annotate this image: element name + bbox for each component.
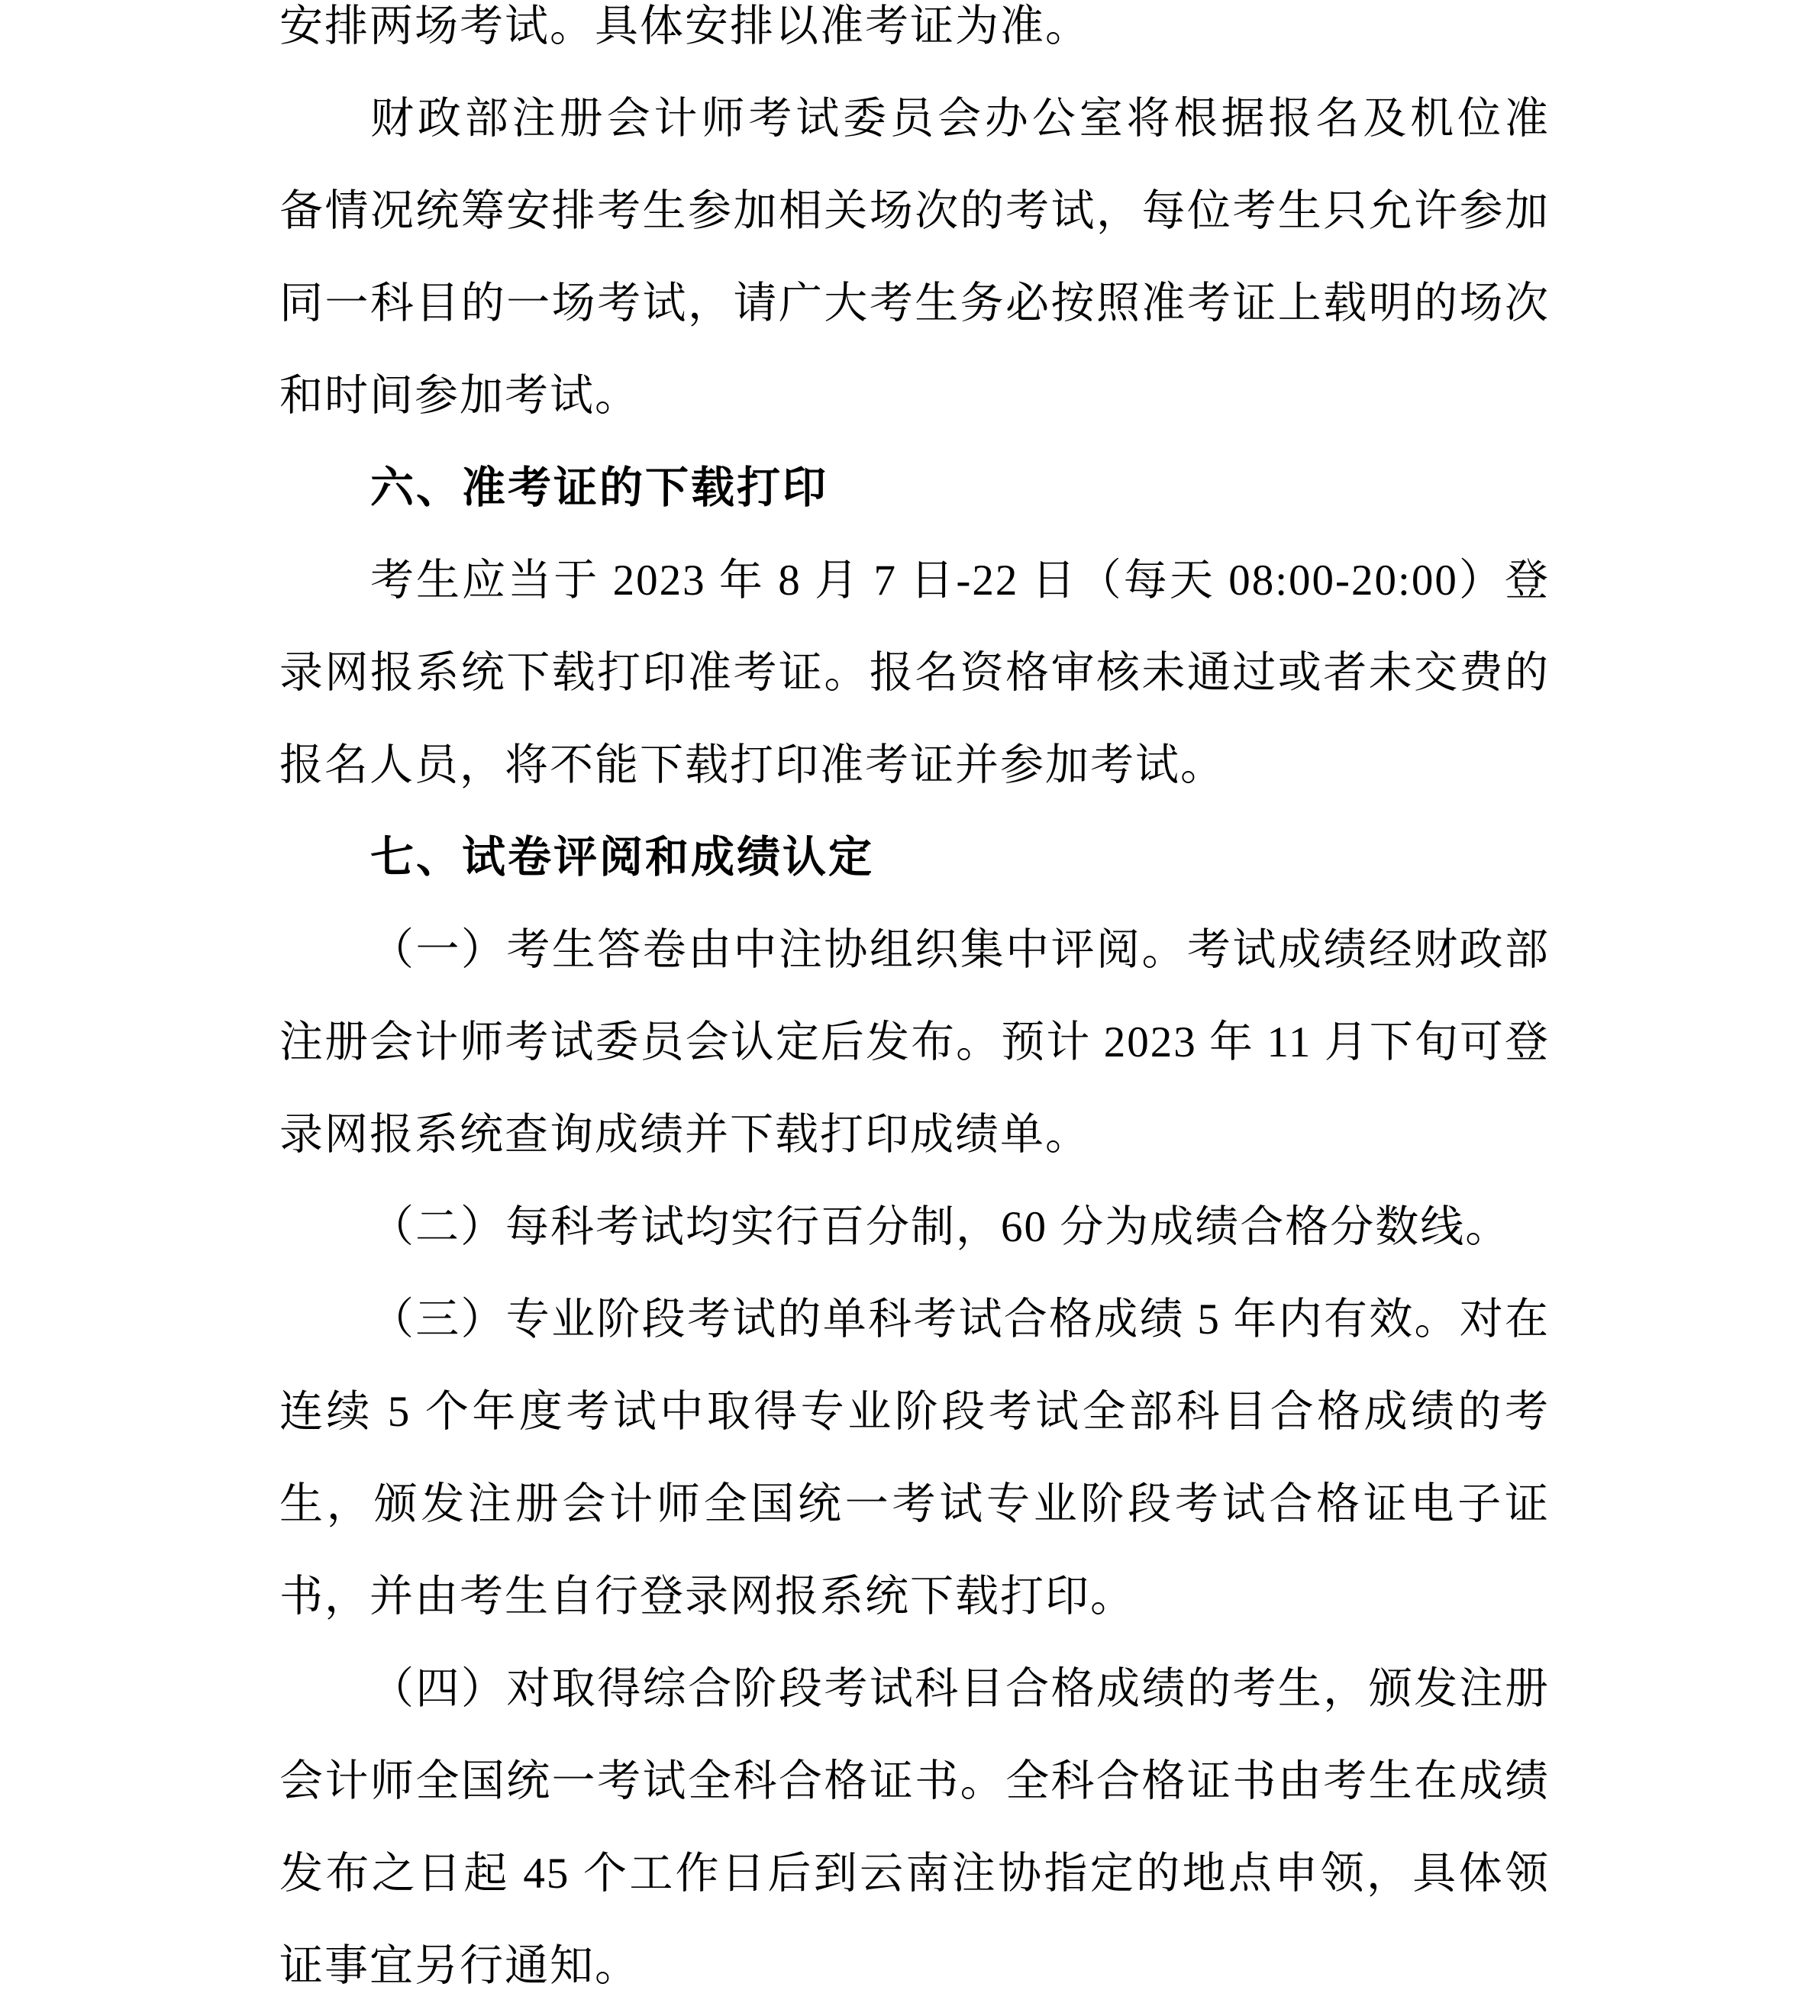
text-line: 考生应当于 2023 年 8 月 7 日-22 日（每天 08:00-20:00）登 — [370, 556, 1550, 605]
text-line: 安排两场考试。具体安排以准考证为准。 — [279, 2, 1090, 50]
text-line: （三）专业阶段考试的单科考试合格成绩 5 年内有效。对在 — [370, 1295, 1550, 1343]
text-line: 备情况统筹安排考生参加相关场次的考试，每位考生只允许参加 — [279, 187, 1550, 235]
text-line: 和时间参加考试。 — [279, 372, 640, 420]
text-line: 证事宜另行通知。 — [279, 1942, 640, 1990]
text-line: 录网报系统查询成绩并下载打印成绩单。 — [279, 1111, 1090, 1159]
text-line: 生，颁发注册会计师全国统一考试专业阶段考试合格证电子证 — [279, 1480, 1550, 1528]
section-heading-7: 七、试卷评阅和成绩认定 — [370, 833, 874, 882]
section-heading-6: 六、准考证的下载打印 — [370, 463, 828, 512]
text-line: 连续 5 个年度考试中取得专业阶段考试全部科目合格成绩的考 — [279, 1388, 1550, 1436]
text-line: 财政部注册会计师考试委员会办公室将根据报名及机位准 — [370, 95, 1550, 143]
text-line: （四）对取得综合阶段考试科目合格成绩的考生，颁发注册 — [370, 1665, 1550, 1713]
document-text-block — [279, 0, 1550, 2012]
text-line: 书，并由考生自行登录网报系统下载打印。 — [279, 1572, 1135, 1621]
text-line: 录网报系统下载打印准考证。报名资格审核未通过或者未交费的 — [279, 649, 1550, 697]
text-line: （二）每科考试均实行百分制，60 分为成绩合格分数线。 — [370, 1203, 1511, 1251]
text-line: 报名人员，将不能下载打印准考证并参加考试。 — [279, 741, 1225, 789]
text-line: 同一科目的一场考试，请广大考生务必按照准考证上载明的场次 — [279, 279, 1550, 327]
text-line: 注册会计师考试委员会认定后发布。预计 2023 年 11 月下旬可登 — [279, 1018, 1550, 1066]
text-line: 会计师全国统一考试全科合格证书。全科合格证书由考生在成绩 — [279, 1757, 1550, 1805]
text-line: 发布之日起 45 个工作日后到云南注协指定的地点申领，具体领 — [279, 1850, 1550, 1898]
text-line: （一）考生答卷由中注协组织集中评阅。考试成绩经财政部 — [370, 926, 1550, 974]
